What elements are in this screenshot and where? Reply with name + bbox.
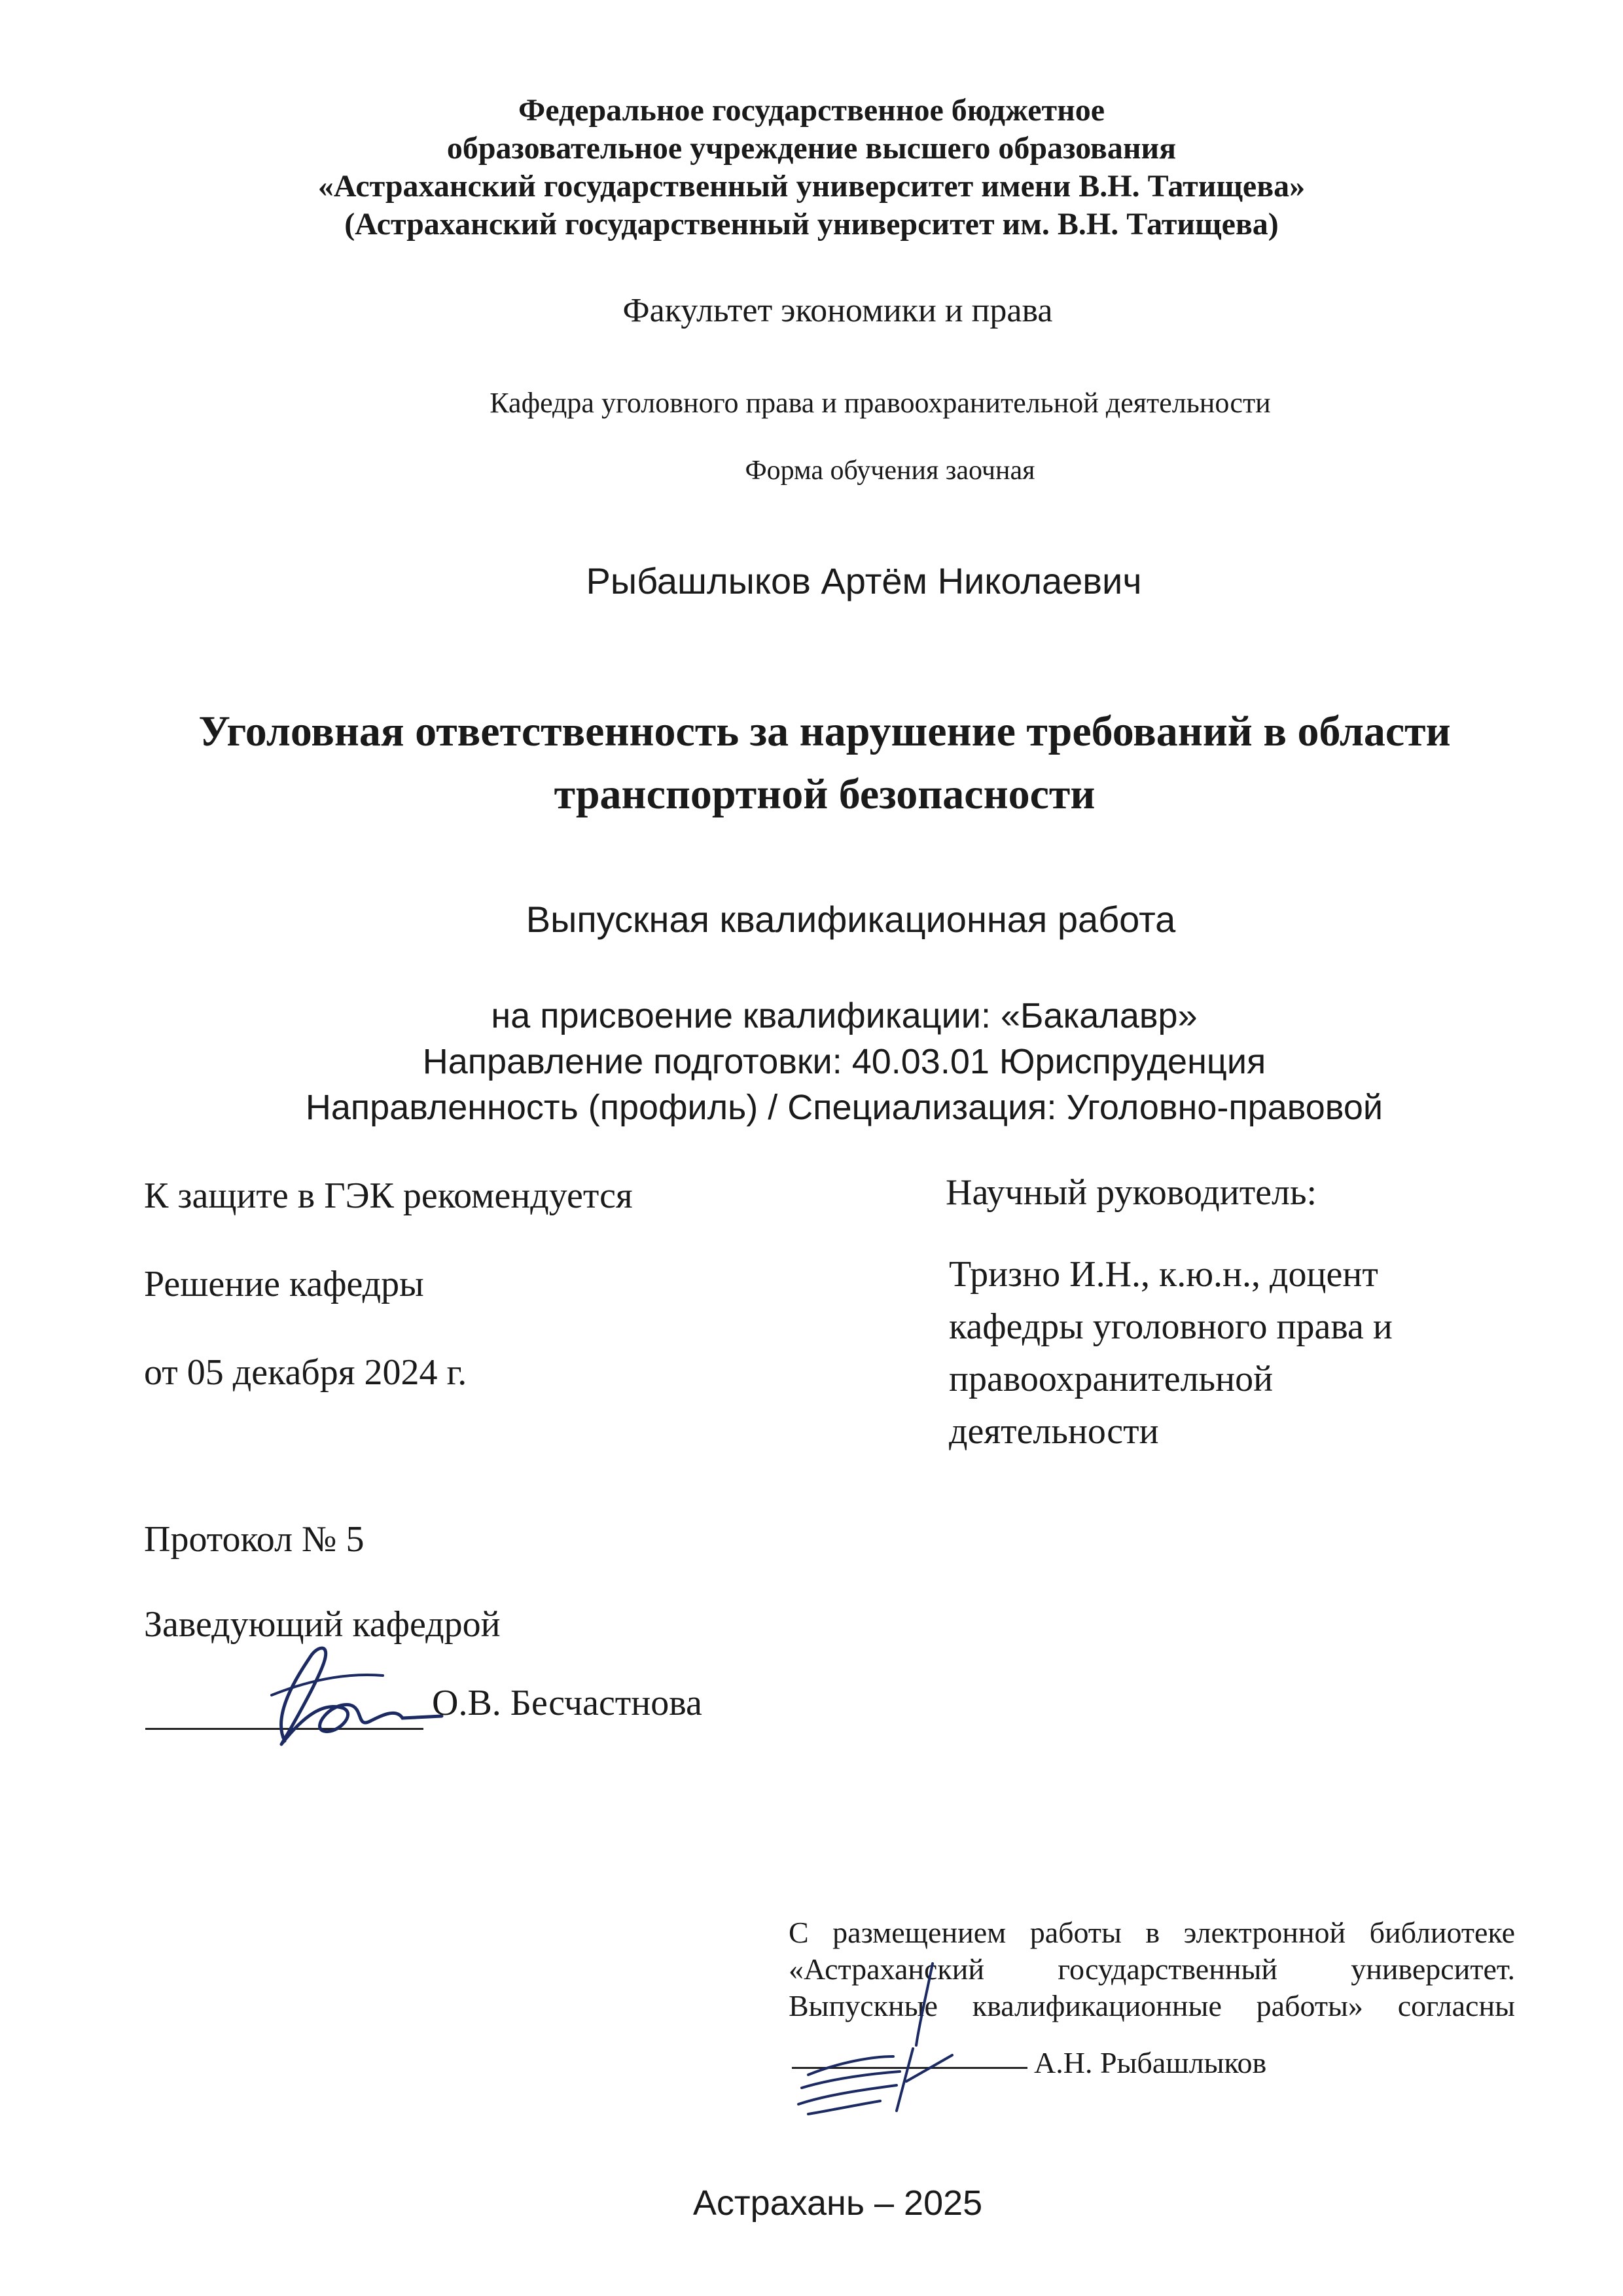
recommend-text: К защите в ГЭК рекомендуется — [144, 1175, 633, 1216]
supervisor-line-1: Тризно И.Н., к.ю.н., доцент — [949, 1254, 1378, 1295]
author-signature-image — [782, 1885, 1057, 2134]
qualification-line-2: Направление подготовки: 40.03.01 Юриспруденция — [422, 1042, 1266, 1081]
qualification-line-3: Направленность (профиль) / Специализация: Уголовно-правовой — [305, 1088, 1383, 1127]
qualification-line-1: на присвоение квалификации: «Бакалавр» — [491, 996, 1198, 1035]
head-name: О.В. Бесчастнова — [432, 1683, 702, 1723]
decision-text: Решение кафедры — [144, 1264, 424, 1304]
institution-line-1: Федеральное государственное бюджетное — [518, 93, 1105, 128]
head-signature-image — [245, 1636, 442, 1761]
author-name: Рыбашлыков Артём Николаевич — [586, 560, 1142, 601]
head-of-department-title: Заведующий кафедрой — [144, 1604, 501, 1645]
thesis-title-line-2: транспортной безопасности — [554, 770, 1096, 818]
faculty: Факультет экономики и права — [622, 292, 1053, 329]
institution-line-2: образовательное учреждение высшего образования — [446, 131, 1177, 166]
institution-line-3: «Астраханский государственный университет имени В.Н. Татищева» — [317, 169, 1306, 204]
agreement-line-3: Выпускные квалификационные работы» согласны — [789, 1989, 1515, 2022]
supervisor-line-4: деятельности — [949, 1411, 1159, 1452]
agreement-line-1: С размещением работы в электронной библиотеке — [789, 1916, 1515, 1949]
agreement-line-2: «Астраханский государственный университет. — [789, 1952, 1515, 1986]
institution-line-4: (Астраханский государственный университет им. В.Н. Татищева) — [344, 207, 1279, 242]
decision-date: от 05 декабря 2024 г. — [144, 1352, 467, 1393]
supervisor-line-2: кафедры уголовного права и — [949, 1306, 1393, 1347]
protocol-number: Протокол № 5 — [144, 1519, 365, 1560]
city-year: Астрахань – 2025 — [692, 2183, 983, 2223]
supervisor-label: Научный руководитель: — [946, 1172, 1317, 1213]
department: Кафедра уголовного права и правоохранительной деятельности — [490, 387, 1271, 419]
study-form: Форма обучения заочная — [745, 456, 1035, 486]
author-signer-name: А.Н. Рыбашлыков — [1034, 2046, 1267, 2079]
supervisor-line-3: правоохранительной — [949, 1359, 1274, 1399]
thesis-title-line-1: Уголовная ответственность за нарушение требований в области — [198, 708, 1451, 755]
work-type: Выпускная квалификационная работа — [526, 899, 1176, 940]
